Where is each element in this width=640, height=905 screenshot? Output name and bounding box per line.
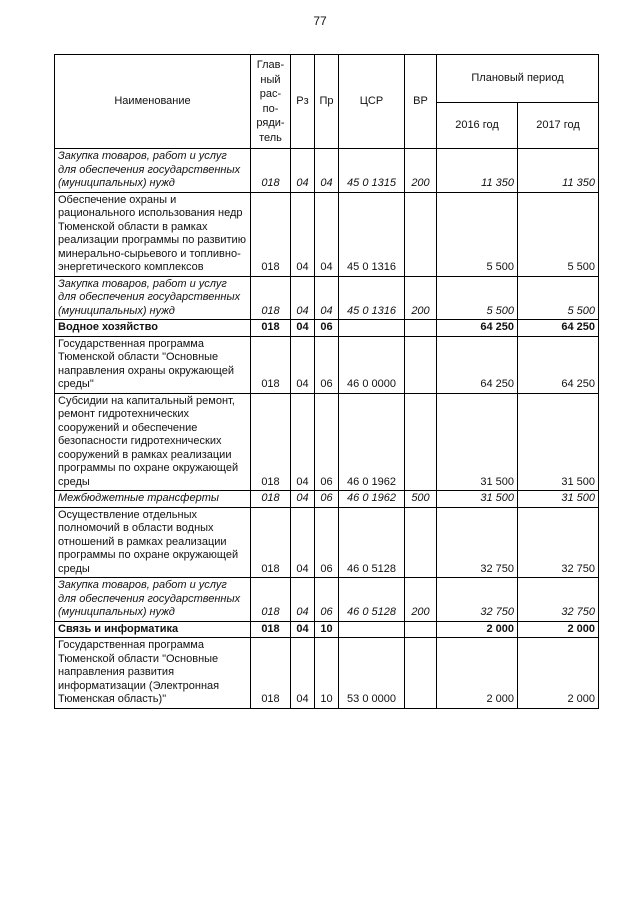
cell-rz: 04 <box>291 276 315 320</box>
cell-v2017: 5 500 <box>518 276 599 320</box>
cell-vr <box>405 393 437 491</box>
table-row <box>55 491 599 508</box>
cell-v2016: 11 350 <box>437 149 518 193</box>
cell-v2017: 2 000 <box>518 621 599 638</box>
cell-pr: 06 <box>315 320 339 337</box>
header-gr: Глав- ный рас- по- ряди- тель <box>251 55 291 149</box>
cell-v2017: 64 250 <box>518 320 599 337</box>
cell-csr: 45 0 1315 <box>339 149 405 193</box>
cell-rz: 04 <box>291 621 315 638</box>
cell-gr: 018 <box>251 336 291 393</box>
cell-csr <box>339 320 405 337</box>
cell-name: Субсидии на капитальный ремонт, ремонт гидротехнических сооружений и обеспечение безопасности гидротехнических сооружений в рамках реализации программы по охране окружающей среды <box>55 393 251 491</box>
page-number: 77 <box>313 14 327 28</box>
table-body <box>55 149 599 709</box>
header-name: Наименование <box>55 55 251 149</box>
cell-gr: 018 <box>251 320 291 337</box>
cell-v2016: 64 250 <box>437 336 518 393</box>
cell-vr <box>405 320 437 337</box>
cell-vr <box>405 638 437 709</box>
cell-vr <box>405 336 437 393</box>
cell-csr: 46 0 0000 <box>339 336 405 393</box>
cell-gr: 018 <box>251 276 291 320</box>
cell-v2017: 64 250 <box>518 336 599 393</box>
table-row <box>55 638 599 709</box>
header-rz: Рз <box>291 55 315 149</box>
cell-vr: 200 <box>405 578 437 622</box>
cell-name: Обеспечение охраны и рационального использования недр Тюменской области в рамках реализации программы по развитию минерально-сырьевого и топливно-энергетического комплексов <box>55 192 251 276</box>
header-2017: 2017 год <box>518 103 599 149</box>
cell-gr: 018 <box>251 621 291 638</box>
cell-csr: 46 0 5128 <box>339 578 405 622</box>
cell-v2016: 2 000 <box>437 621 518 638</box>
cell-v2017: 31 500 <box>518 491 599 508</box>
cell-pr: 06 <box>315 578 339 622</box>
cell-v2016: 31 500 <box>437 393 518 491</box>
cell-gr: 018 <box>251 491 291 508</box>
cell-gr: 018 <box>251 578 291 622</box>
cell-vr <box>405 192 437 276</box>
cell-gr: 018 <box>251 393 291 491</box>
header-2016: 2016 год <box>437 103 518 149</box>
header-pr: Пр <box>315 55 339 149</box>
cell-v2016: 64 250 <box>437 320 518 337</box>
cell-vr <box>405 621 437 638</box>
cell-v2016: 2 000 <box>437 638 518 709</box>
header-csr: ЦСР <box>339 55 405 149</box>
cell-rz: 04 <box>291 192 315 276</box>
cell-name: Государственная программа Тюменской области "Основные направления охраны окружающей среды" <box>55 336 251 393</box>
cell-name: Водное хозяйство <box>55 320 251 337</box>
cell-csr: 46 0 1962 <box>339 491 405 508</box>
cell-name: Государственная программа Тюменской области "Основные направления развития информатизации (Электронная Тюменская область)" <box>55 638 251 709</box>
header-plan-period: Плановый период <box>437 55 599 103</box>
table-row <box>55 149 599 193</box>
cell-pr: 06 <box>315 491 339 508</box>
table-row <box>55 393 599 491</box>
cell-name: Межбюджетные трансферты <box>55 491 251 508</box>
cell-v2017: 32 750 <box>518 578 599 622</box>
cell-csr: 45 0 1316 <box>339 276 405 320</box>
cell-rz: 04 <box>291 578 315 622</box>
table-row <box>55 276 599 320</box>
cell-rz: 04 <box>291 149 315 193</box>
cell-pr: 04 <box>315 276 339 320</box>
cell-gr: 018 <box>251 638 291 709</box>
cell-v2016: 31 500 <box>437 491 518 508</box>
table-row <box>55 192 599 276</box>
cell-name: Закупка товаров, работ и услуг для обеспечения государственных (муниципальных) нужд <box>55 149 251 193</box>
cell-rz: 04 <box>291 320 315 337</box>
cell-vr: 200 <box>405 149 437 193</box>
cell-vr: 200 <box>405 276 437 320</box>
cell-pr: 06 <box>315 336 339 393</box>
cell-csr <box>339 621 405 638</box>
cell-v2017: 5 500 <box>518 192 599 276</box>
cell-v2016: 5 500 <box>437 276 518 320</box>
cell-pr: 04 <box>315 192 339 276</box>
table-row <box>55 578 599 622</box>
table-row <box>55 320 599 337</box>
cell-rz: 04 <box>291 638 315 709</box>
cell-v2016: 32 750 <box>437 578 518 622</box>
cell-gr: 018 <box>251 507 291 578</box>
cell-csr: 46 0 5128 <box>339 507 405 578</box>
cell-vr: 500 <box>405 491 437 508</box>
cell-rz: 04 <box>291 393 315 491</box>
cell-v2017: 2 000 <box>518 638 599 709</box>
cell-pr: 06 <box>315 507 339 578</box>
cell-gr: 018 <box>251 192 291 276</box>
cell-name: Закупка товаров, работ и услуг для обеспечения государственных (муниципальных) нужд <box>55 276 251 320</box>
cell-v2016: 32 750 <box>437 507 518 578</box>
cell-name: Осуществление отдельных полномочий в области водных отношений в рамках реализации программы по охране окружающей среды <box>55 507 251 578</box>
cell-pr: 06 <box>315 393 339 491</box>
cell-name: Связь и информатика <box>55 621 251 638</box>
cell-csr: 53 0 0000 <box>339 638 405 709</box>
cell-v2017: 11 350 <box>518 149 599 193</box>
cell-v2017: 32 750 <box>518 507 599 578</box>
header-vr: ВР <box>405 55 437 149</box>
cell-rz: 04 <box>291 336 315 393</box>
cell-pr: 04 <box>315 149 339 193</box>
table-row <box>55 507 599 578</box>
cell-v2016: 5 500 <box>437 192 518 276</box>
cell-csr: 45 0 1316 <box>339 192 405 276</box>
budget-table <box>54 54 599 709</box>
cell-csr: 46 0 1962 <box>339 393 405 491</box>
cell-rz: 04 <box>291 491 315 508</box>
cell-rz: 04 <box>291 507 315 578</box>
table-row <box>55 336 599 393</box>
cell-pr: 10 <box>315 638 339 709</box>
cell-name: Закупка товаров, работ и услуг для обеспечения государственных (муниципальных) нужд <box>55 578 251 622</box>
table-row <box>55 621 599 638</box>
table-header <box>55 55 599 149</box>
cell-v2017: 31 500 <box>518 393 599 491</box>
cell-gr: 018 <box>251 149 291 193</box>
cell-vr <box>405 507 437 578</box>
cell-pr: 10 <box>315 621 339 638</box>
